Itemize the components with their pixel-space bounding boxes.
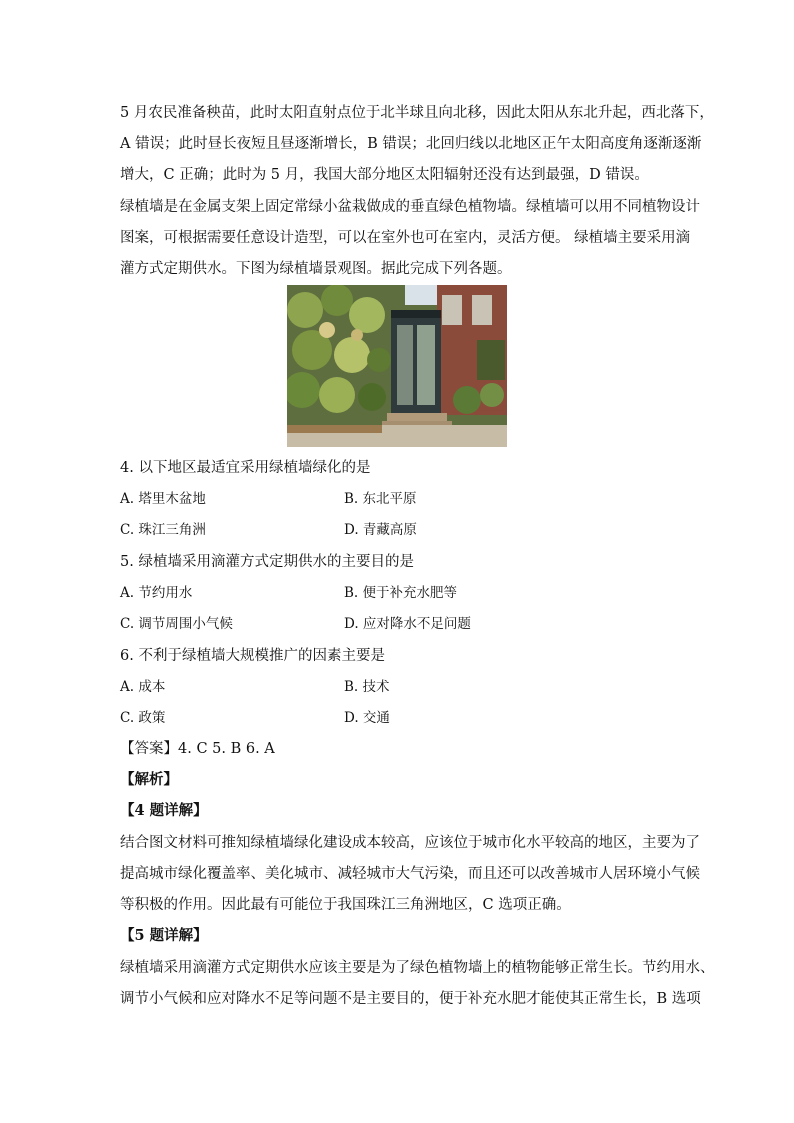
paragraph-line: A 错误；此时昼长夜短且昼逐渐增长，B 错误；北回归线以北地区正午太阳高度角逐渐逐渐 (120, 136, 702, 152)
paragraph-line: 结合图文材料可推知绿植墙绿化建设成本较高，应该位于城市化水平较高的地区，主要为了 (120, 835, 700, 851)
answer-line: 【答案】4. C 5. B 6. A (120, 741, 275, 757)
option-c: C. 调节周围小气候 (120, 616, 233, 632)
paragraph-line: 图案，可根据需要任意设计造型，可以在室外也可在室内，灵活方便。 绿植墙主要采用滴 (120, 230, 691, 246)
option-a: A. 成本 (120, 679, 166, 695)
paragraph-line: 灌方式定期供水。下图为绿植墙景观图。据此完成下列各题。 (120, 261, 512, 277)
paragraph-line: 5 月农民准备秧苗，此时太阳直射点位于北半球且向北移，因此太阳从东北升起，西北落下， (120, 105, 714, 121)
option-b: B. 技术 (344, 679, 390, 695)
option-a: A. 节约用水 (120, 585, 193, 601)
analysis-heading: 【解析】 (120, 771, 178, 788)
option-b: B. 东北平原 (344, 491, 417, 507)
option-a: A. 塔里木盆地 (120, 491, 206, 507)
option-c: C. 珠江三角洲 (120, 522, 206, 538)
paragraph-line: 等积极的作用。因此最有可能位于我国珠江三角洲地区，C 选项正确。 (120, 897, 571, 913)
option-d: D. 应对降水不足问题 (344, 616, 471, 632)
option-b: B. 便于补充水肥等 (344, 585, 458, 601)
paragraph-line: 提高城市绿化覆盖率、美化城市、减轻城市大气污染，而且还可以改善城市人居环境小气候 (120, 866, 700, 882)
paragraph-line: 增大，C 正确；此时为 5 月，我国大部分地区太阳辐射还没有达到最强，D 错误。 (120, 167, 649, 183)
green-wall-photo (287, 285, 507, 447)
option-d: D. 交通 (344, 710, 390, 726)
paragraph-line: 调节小气候和应对降水不足等问题不是主要目的，便于补充水肥才能使其正常生长，B 选项 (120, 991, 701, 1007)
paragraph-line: 绿植墙是在金属支架上固定常绿小盆栽做成的垂直绿色植物墙。绿植墙可以用不同植物设计 (120, 199, 700, 215)
detail-4-heading: 【4 题详解】 (120, 802, 208, 819)
question-stem: 4. 以下地区最适宜采用绿植墙绿化的是 (120, 460, 371, 476)
detail-5-heading: 【5 题详解】 (120, 927, 208, 944)
question-stem: 6. 不利于绿植墙大规模推广的因素主要是 (120, 648, 385, 664)
option-c: C. 政策 (120, 710, 166, 726)
paragraph-line: 绿植墙采用滴灌方式定期供水应该主要是为了绿色植物墙上的植物能够正常生长。节约用水、 (120, 960, 715, 976)
option-d: D. 青藏高原 (344, 522, 417, 538)
question-stem: 5. 绿植墙采用滴灌方式定期供水的主要目的是 (120, 554, 414, 570)
